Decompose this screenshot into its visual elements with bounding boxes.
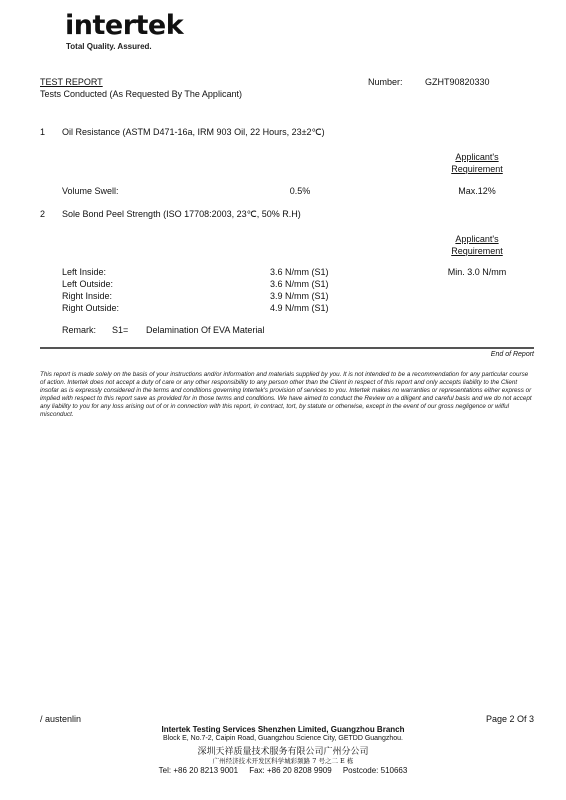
footer-address-en: Block E, No.7-2, Caipin Road, Guangzhou Science City, GETDD Guangzhou. <box>163 735 403 742</box>
end-divider <box>40 347 534 349</box>
end-of-report: End of Report <box>490 351 534 358</box>
footer-page-number: Page 2 Of 3 <box>485 714 534 724</box>
test-2-requirement-header-line1: Applicant's <box>455 234 499 244</box>
test-2-index: 2 <box>40 209 46 219</box>
test-2-row-3-value: 3.9 N/mm (S1) <box>270 291 329 301</box>
footer-address-cn: 广州经济技术开发区科学城彩频路 7 号之二 E 栋 <box>212 757 354 765</box>
test-1-row-value: 0.5% <box>289 186 311 196</box>
test-1-index: 1 <box>40 127 46 137</box>
test-1-row-label: Volume Swell: <box>62 186 119 196</box>
remark-label: Remark: <box>62 325 97 335</box>
report-subtitle: Tests Conducted (As Requested By The Applicant) <box>40 89 242 99</box>
intertek-logo: intertek <box>65 10 184 41</box>
test-2-row-1-value: 3.6 N/mm (S1) <box>270 267 329 277</box>
test-2-row-1-label: Left Inside: <box>62 267 107 277</box>
report-number-label: Number: <box>368 77 403 87</box>
test-1-title: Oil Resistance (ASTM D471-16a, IRM 903 Oil, 22 Hours, 23±2℃) <box>62 127 325 137</box>
test-2-row-2-value: 3.6 N/mm (S1) <box>270 279 329 289</box>
footer-author: / austenlin <box>40 714 82 724</box>
test-2-row-4-label: Right Outside: <box>62 303 120 313</box>
remark-code: S1= <box>112 325 129 335</box>
test-2-row-1-requirement: Min. 3.0 N/mm <box>447 267 507 277</box>
test-2-requirement-header-line2: Requirement <box>451 246 503 256</box>
test-2-title: Sole Bond Peel Strength (ISO 17708:2003, 23℃, 50% R.H) <box>62 209 301 219</box>
disclaimer-text: This report is made solely on the basis of your instructions and/or information and materials supplied by you. It is not intended to be a recommendation for any particular course of action. Intertek does not accept a duty of care or any other responsibility to any person other than the Client in respect of this report and only accepts liability to the Client insofar as is expressly considered in the terms and conditions governing Intertek's provision of services to you. Intertek makes no warranties or representations either express or implied with respect to this report save as provided for in those terms and conditions. We have aimed to conduct the Review on a diligent and careful basis and we do not accept any liability to you for any loss arising out of or in connection with this report, in contract, tort, by statute or otherwise, except in the event of our gross negligence or wilful misconduct. <box>40 371 532 419</box>
test-1-row-requirement: Max.12% <box>458 186 496 196</box>
test-1-requirement-header-line1: Applicant's <box>455 152 499 162</box>
report-number-value: GZHT90820330 <box>425 77 490 87</box>
footer-company-name-cn: 深圳天祥质量技术服务有限公司广州分公司 <box>197 747 369 757</box>
footer-company-name: Intertek Testing Services Shenzhen Limited, Guangzhou Branch <box>161 725 405 734</box>
test-2-row-4-value: 4.9 N/mm (S1) <box>270 303 329 313</box>
report-title: TEST REPORT <box>40 77 103 87</box>
test-2-row-3-label: Right Inside: <box>62 291 113 301</box>
test-1-requirement-header-line2: Requirement <box>451 164 503 174</box>
footer-contact: Tel: +86 20 8213 9001 Fax: +86 20 8208 9909 Postcode: 510663 <box>158 766 408 775</box>
logo-tagline: Total Quality. Assured. <box>66 42 152 51</box>
remark-text: Delamination Of EVA Material <box>146 325 265 335</box>
test-2-row-2-label: Left Outside: <box>62 279 114 289</box>
